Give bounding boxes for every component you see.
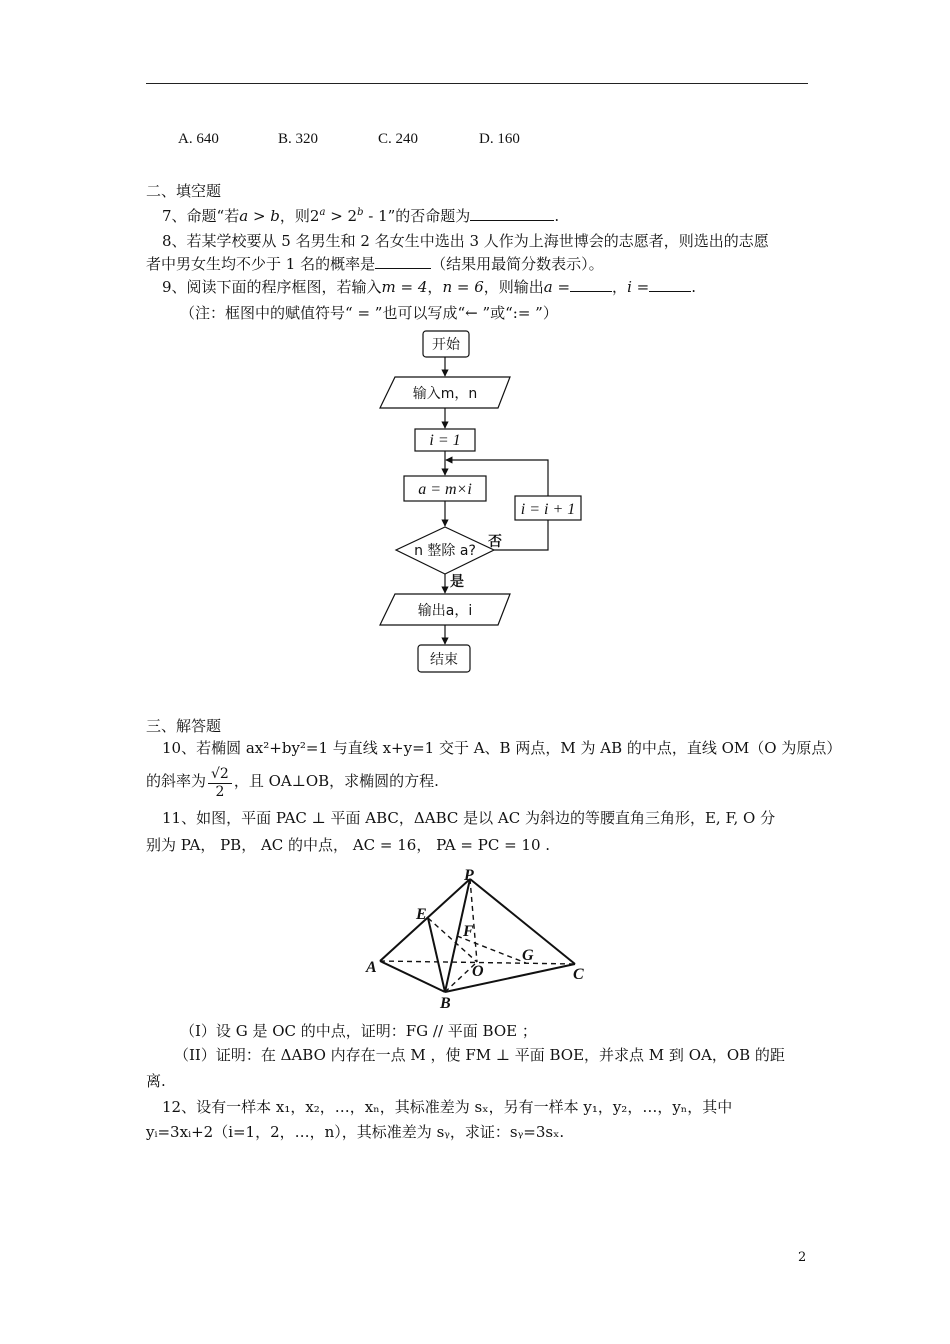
fig-label-g: G bbox=[522, 947, 534, 964]
question-8-line1: 8、若某学校要从 5 名男生和 2 名女生中选出 3 人作为上海世博会的志愿者，则选出的志愿 bbox=[162, 232, 769, 250]
q7-sup2: b bbox=[357, 207, 364, 218]
question-9-note: （注：框图中的赋值符号“ = ”也可以写成“← ”或“:= ”） bbox=[180, 304, 558, 322]
fig-label-p: P bbox=[464, 867, 474, 884]
q8-answer-blank[interactable] bbox=[375, 254, 431, 269]
q7-answer-blank[interactable] bbox=[470, 206, 554, 221]
q8-line2-b: （结果用最简分数表示）。 bbox=[431, 255, 604, 273]
q7-tail: - 1 bbox=[363, 207, 388, 225]
flow-decision-label: n 整除 a? bbox=[414, 543, 476, 559]
q7-base2: 2 bbox=[347, 207, 358, 225]
section-title-solve: 三、解答题 bbox=[146, 717, 222, 735]
q9-n: n = 6 bbox=[442, 278, 484, 296]
q10-frac-den: 2 bbox=[215, 783, 225, 800]
q9-i: i = bbox=[627, 278, 650, 296]
fig-label-e: E bbox=[416, 906, 427, 923]
q7-mid: ，则 bbox=[279, 207, 310, 225]
header-rule bbox=[146, 83, 808, 84]
question-12-line2: yᵢ=3xᵢ+2（i=1，2，…，n），其标准差为 sᵧ，求证：sᵧ=3sₓ. bbox=[146, 1123, 565, 1141]
flow-yes-label: 是 bbox=[450, 574, 464, 590]
q9-end: . bbox=[691, 278, 696, 296]
page-number: 2 bbox=[798, 1250, 807, 1265]
option-a: A. 640 bbox=[178, 131, 219, 147]
q9-a-blank[interactable] bbox=[570, 277, 612, 292]
q10-pre: 的斜率为 bbox=[146, 772, 207, 790]
question-10-line2 bbox=[146, 762, 439, 800]
q7-gt: > bbox=[248, 207, 271, 225]
program-flowchart bbox=[370, 326, 600, 678]
option-c: C. 240 bbox=[378, 131, 419, 147]
pyramid-figure bbox=[360, 866, 600, 1012]
question-10-line1: 10、若椭圆 ax²+by²=1 与直线 x+y=1 交于 A、B 两点，M 为 AB 的中点，直线 OM（O 为原点） bbox=[162, 739, 842, 757]
section-title-fill: 二、填空题 bbox=[146, 182, 222, 200]
fig-label-c: C bbox=[573, 966, 584, 983]
q7-suffix: ”的否命题为 bbox=[387, 207, 471, 225]
question-9 bbox=[162, 277, 696, 297]
q9-sep2: ， bbox=[612, 278, 628, 296]
question-11-part1: （I）设 G 是 OC 的中点，证明：FG // 平面 BOE ； bbox=[180, 1022, 537, 1040]
option-b: B. 320 bbox=[278, 131, 319, 147]
q10-slope-fraction bbox=[208, 765, 232, 800]
flow-increment-label: i = i + 1 bbox=[520, 501, 576, 518]
flow-assign-label: a = m×i bbox=[418, 481, 472, 498]
q9-mid: ，则输出 bbox=[483, 278, 544, 296]
q7-base1: 2 bbox=[309, 207, 320, 225]
q10-frac-num: √2 bbox=[208, 765, 232, 784]
fig-label-b: B bbox=[440, 995, 451, 1012]
question-11-part2-end: 离. bbox=[146, 1072, 166, 1090]
question-11-line1: 11、如图，平面 PAC ⊥ 平面 ABC，ΔABC 是以 AC 为斜边的等腰直角三角形，E, F, O 分 bbox=[162, 809, 776, 827]
question-7 bbox=[162, 203, 559, 226]
question-8-line2 bbox=[146, 254, 604, 274]
fig-label-f: F bbox=[463, 923, 474, 940]
q8-line2-a: 者中男女生均不少于 1 名的概率是 bbox=[146, 255, 376, 273]
q7-sup1: a bbox=[319, 207, 326, 218]
fig-label-a: A bbox=[366, 959, 377, 976]
flow-input-label: 输入m，n bbox=[412, 386, 478, 402]
flow-output-label: 输出a，i bbox=[417, 603, 473, 619]
fig-label-o: O bbox=[472, 963, 484, 980]
question-11-line2: 别为 PA， PB， AC 的中点， AC = 16， PA = PC = 10 . bbox=[146, 836, 551, 854]
question-12-line1: 12、设有一样本 x₁，x₂，…，xₙ，其标准差为 sₓ，另有一样本 y₁，y₂，…，yₙ，其中 bbox=[162, 1098, 733, 1116]
option-d: D. 160 bbox=[479, 131, 520, 147]
flow-end-label: 结束 bbox=[430, 652, 458, 668]
flow-no-label: 否 bbox=[488, 534, 502, 550]
q9-m: m = 4 bbox=[381, 278, 428, 296]
q10-post: ，且 OA⊥OB，求椭圆的方程. bbox=[233, 772, 439, 790]
q7-a: a bbox=[239, 207, 249, 225]
q9-sep: ， bbox=[427, 278, 443, 296]
q7-end: . bbox=[554, 207, 560, 225]
q9-i-blank[interactable] bbox=[649, 277, 691, 292]
question-11-part2: （II）证明：在 ΔABO 内存在一点 M ，使 FM ⊥ 平面 BOE，并求点 M 到 OA，OB 的距 bbox=[174, 1046, 785, 1064]
q7-prefix: 、命题“若 bbox=[171, 207, 240, 225]
flow-start-label: 开始 bbox=[432, 337, 460, 353]
flow-init-label: i = 1 bbox=[429, 432, 461, 449]
q7-b: b bbox=[270, 207, 280, 225]
q7-number: 7 bbox=[162, 207, 172, 225]
q9-pre: 9、阅读下面的程序框图，若输入 bbox=[162, 278, 382, 296]
q9-a: a = bbox=[543, 278, 571, 296]
q7-expr-gt: > bbox=[325, 207, 348, 225]
